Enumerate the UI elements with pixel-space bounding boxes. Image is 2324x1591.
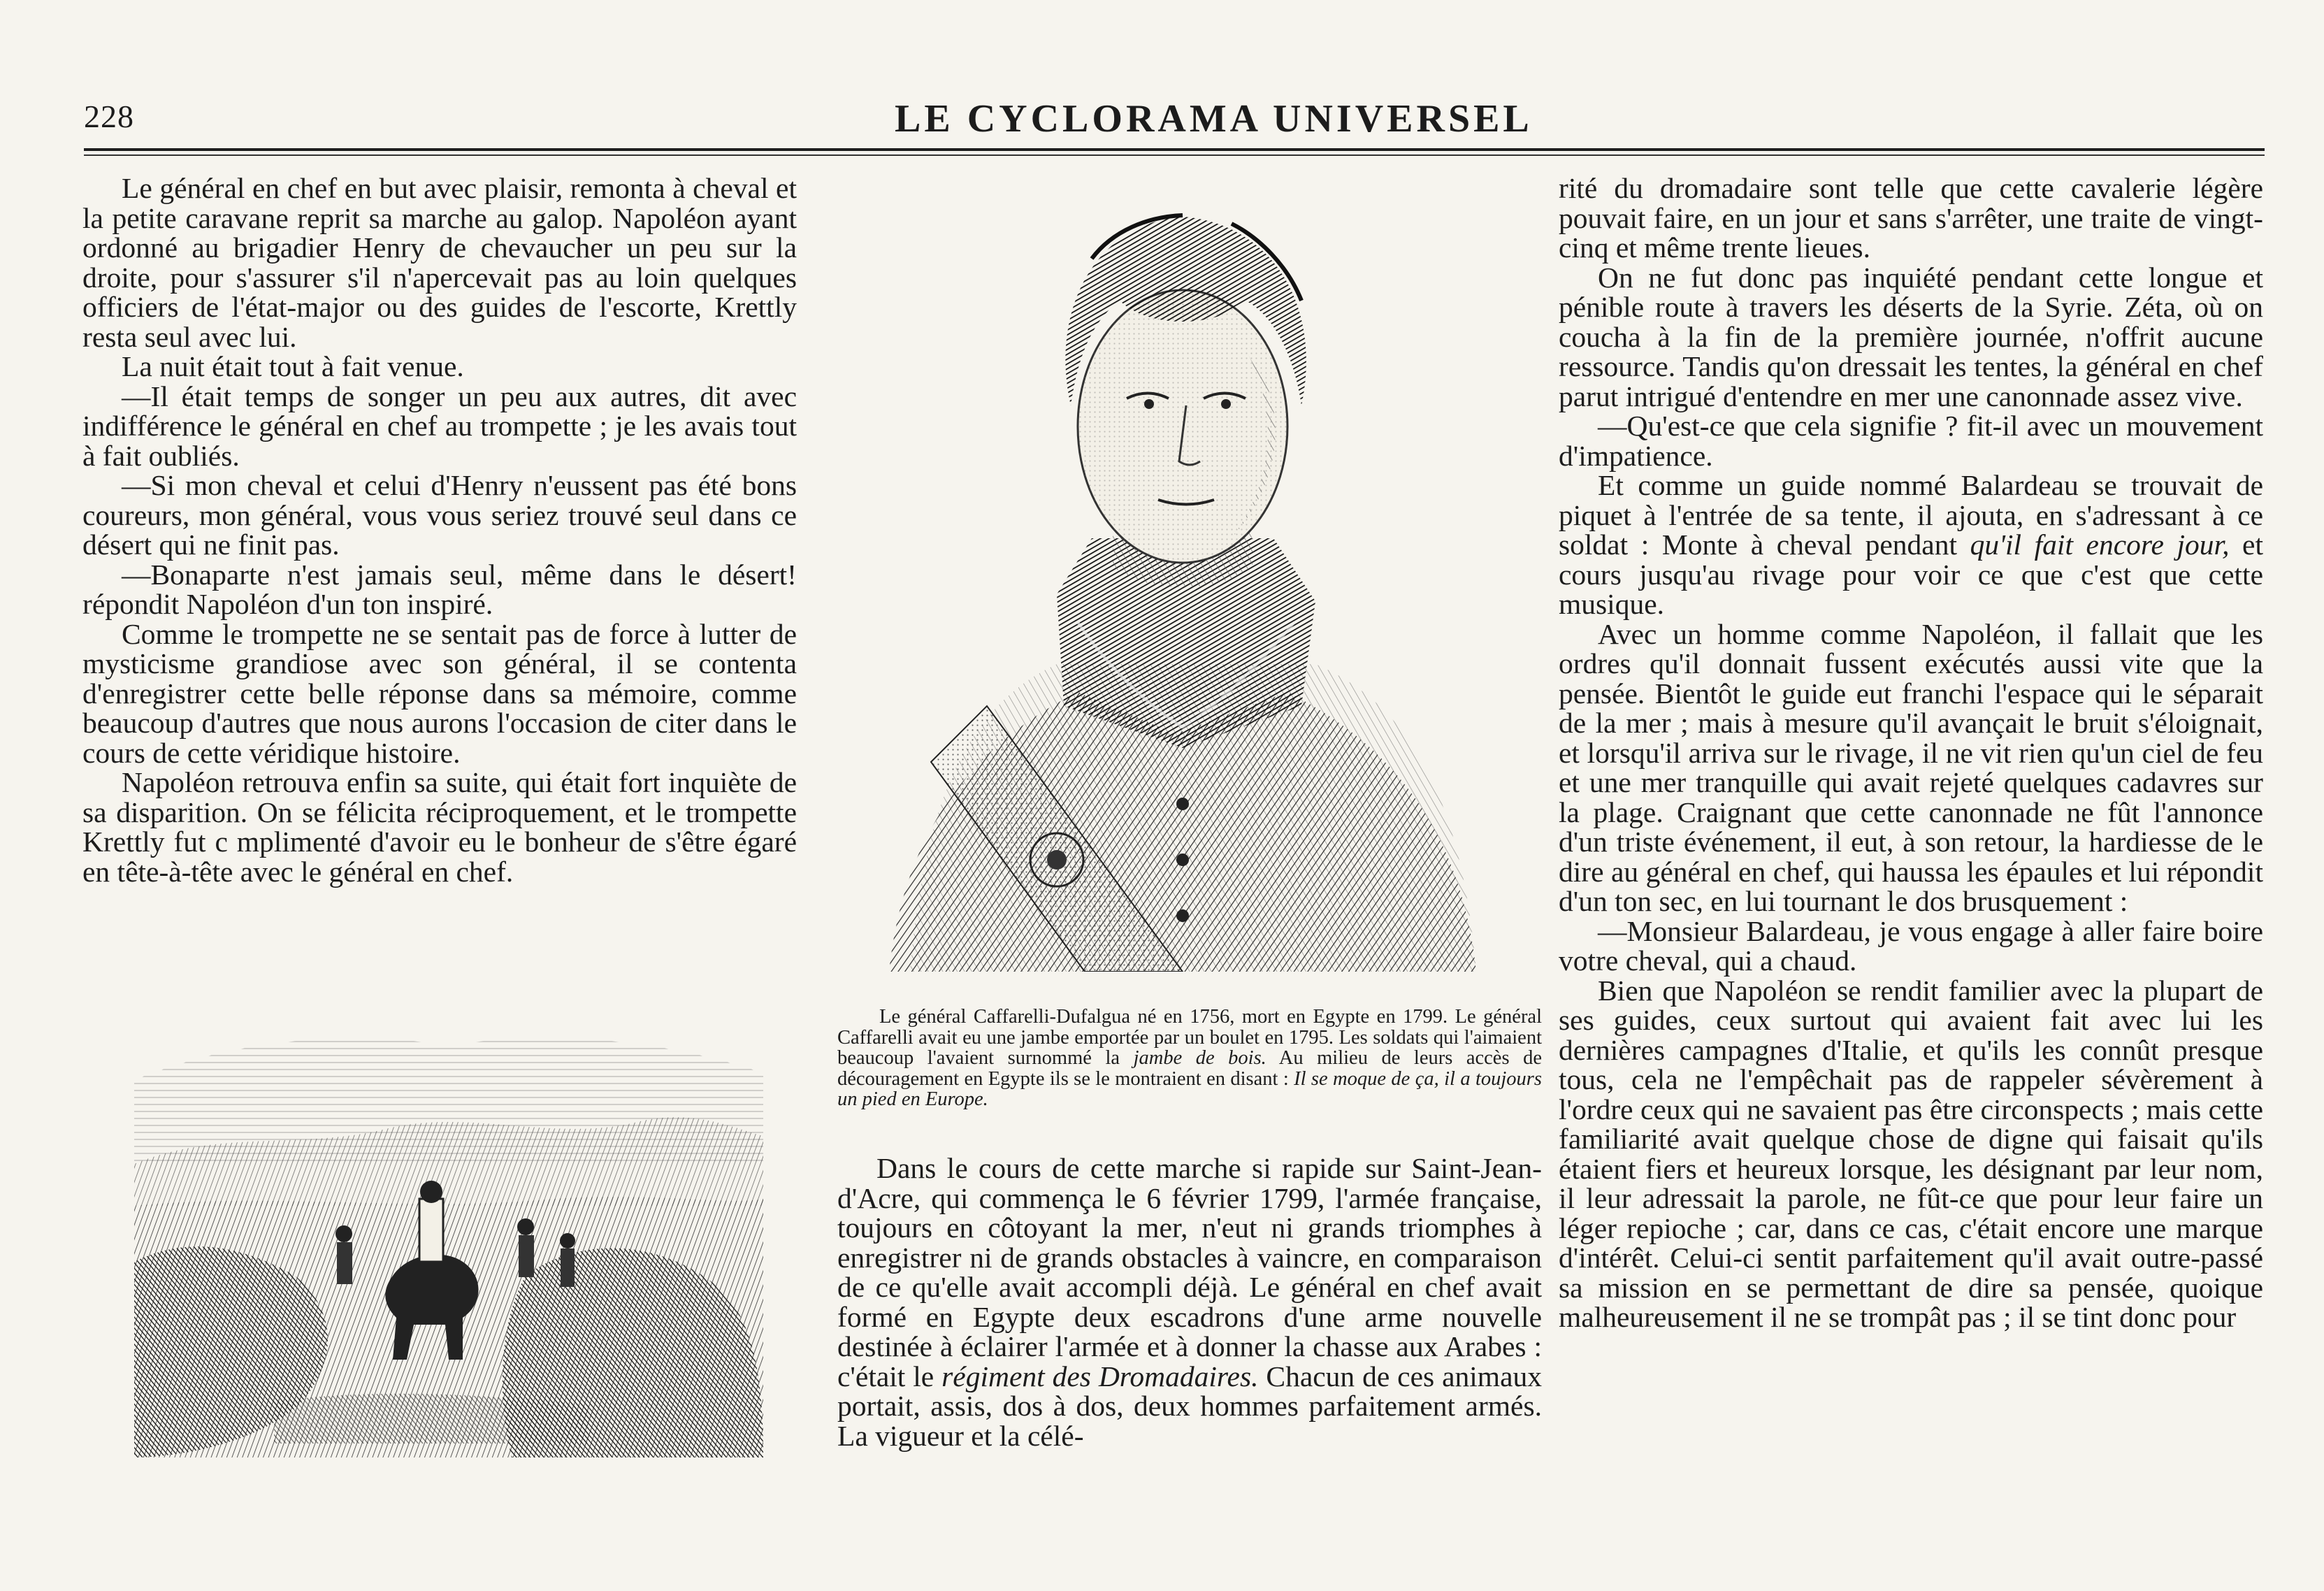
paragraph-text: Dans le cours de cette marche si rapide sur Saint-Jean-d'Acre, qui commença le 6 février 1799, l'armée française, toujours en côtoyant la mer, n'eut ni grands triomphes à enregistrer ni de grands obstacles à vaincre, en comparaison de ce qu'elle avait accompli déjà. Le général en chef avait formé en Egypte deux escadrons d'une arme nouvelle destinée à éclairer l'armée et à donner la chasse aux Arabes : c'était le bbox=[837, 1152, 1542, 1392]
page-number: 228 bbox=[84, 99, 134, 134]
battle-engraving bbox=[134, 1024, 763, 1457]
paragraph: —Bonaparte n'est jamais seul, même dans le désert! répondit Napoléon d'un ton inspiré. bbox=[82, 558, 797, 620]
paragraph: Le général en chef en but avec plaisir, remonta à cheval et la petite caravane reprit sa marche au galop. Napoléon ayant ordonné au brigadier Henry de chevaucher un peu sur la droite, pour s'assurer s'il n'apercevait pas au loin quelques officiers de l'état-major ou des guides de l'escorte, Krettly resta seul avec lui. bbox=[82, 172, 797, 353]
caption-text: Au milieu de leurs accès de découragement en Egypte ils se le montraient en disant : bbox=[837, 1047, 1542, 1090]
paragraph: On ne fut donc pas inquiété pendant cette longue et pénible route à travers les déserts de la Syrie. Zéta, où on coucha à la fin de la première journée, n'offrit aucune ressource. Tandis qu'on dressait les tentes, la général en chef parut intrigué d'entendre en mer une canonnade assez vive. bbox=[1559, 261, 2263, 412]
paragraph: —Il était temps de songer un peu aux autres, dit avec indifférence le général en chef au trompette ; je les avais tout à fait oubliés. bbox=[82, 380, 797, 472]
paragraph: Napoléon retrouva enfin sa suite, qui était fort inquiète de sa disparition. On se félicita réciproquement, et le trompette Krettly fut c mplimenté d'avoir eu le bonheur de s'être égaré en tête-à-tête avec le général en chef. bbox=[82, 766, 797, 888]
portrait-engraving bbox=[882, 175, 1483, 972]
left-column bbox=[82, 173, 797, 886]
portrait-caption bbox=[837, 1007, 1542, 1110]
paragraph-text: Et comme un guide nommé Balardeau se trouvait de piquet à l'entrée de sa tente, il ajouta, en s'adressant à ce soldat : Monte à cheval pendant bbox=[1559, 469, 2263, 561]
paragraph-text: Chacun de ces animaux portait, assis, dos à dos, deux hommes parfaitement armés. La vigueur et la célé- bbox=[837, 1360, 1542, 1452]
paragraph bbox=[1559, 470, 2263, 619]
paragraph: —Si mon cheval et celui d'Henry n'eussent pas été bons coureurs, mon général, vous vous seriez trouvé seul dans ce désert qui ne finit pas. bbox=[82, 469, 797, 561]
paragraph: —Qu'est-ce que cela signifie ? fit-il avec un mouvement d'impatience. bbox=[1559, 410, 2263, 472]
middle-column bbox=[837, 1153, 1542, 1450]
header-rule-thick bbox=[84, 148, 2265, 151]
header-rule-thin bbox=[84, 154, 2265, 156]
paragraph: Bien que Napoléon se rendit familier avec la plupart de ses guides, ceux surtout qui avaient fait avec lui les dernières campagnes d'Italie, et qu'ils les connût presque tous, cela ne l'empêchait pas de rappeler sévèrement à l'ordre ceux qui ne savaient pas être circonspects ; mais cette familiarité avait quelque chose de digne qui faisait qu'ils étaient fiers et heureux lorsque, les désignant par leur nom, il leur adressait la parole, ne fût-ce que pour leur faire un léger repioche ; car, dans ce cas, c'était encore une marque d'intérêt. Celui-ci sentit parfaitement qu'il avait outre-passé sa mission en se permettant de dire sa pensée, quoique malheureusement il ne se trompât pas ; il se tint donc pour bbox=[1559, 974, 2263, 1333]
caption-italic: Il se moque de ça, il a toujours un pied en Europe. bbox=[837, 1067, 1542, 1110]
paragraph-italic: régiment des Dromadaires. bbox=[941, 1360, 1259, 1392]
paragraph-text: et cours jusqu'au rivage pour voir ce que c'est que cette musique. bbox=[1559, 528, 2264, 620]
caption-text: Le général Caffarelli-Dufalgua né en 1756, mort en Egypte en 1799. Le général Caffarelli avait eu une jambe emportée par un boulet en 1795. Les soldats qui l'aimaient beaucoup l'avaient surnommé la bbox=[837, 1006, 1542, 1069]
paragraph-italic: qu'il fait encore jour, bbox=[1970, 528, 2230, 561]
paragraph: rité du dromadaire sont telle que cette cavalerie légère pouvait faire, en un jour et sans s'arrêter, une traite de vingt-cinq et même trente lieues. bbox=[1559, 172, 2263, 264]
paragraph: Avec un homme comme Napoléon, il fallait que les ordres qu'il donnait fussent exécutés aussi vite que la pensée. Bientôt le guide eut franchi l'espace qui le séparait de la mer ; mais à mesure qu'il avançait le bruit s'éloignait, et lorsqu'il arriva sur le rivage, il ne vit rien qu'un ciel de feu et une mer tranquille qui avait rejeté quelques cadavres sur la plage. Craignant que cette canonnade ne fût l'annonce d'un triste événement, il eut, à son retour, la hardiesse de le dire au général en chef, qui haussa les épaules et lui répondit d'un ton sec, en lui tournant le dos brusquement : bbox=[1559, 617, 2263, 917]
paragraph: —Monsieur Balardeau, je vous engage à aller faire boire votre cheval, qui a chaud. bbox=[1559, 914, 2263, 977]
journal-title: LE CYCLORAMA UNIVERSEL bbox=[895, 97, 1533, 141]
paragraph bbox=[837, 1153, 1542, 1450]
right-column bbox=[1559, 173, 2263, 1332]
paragraph: La nuit était tout à fait venue. bbox=[122, 350, 464, 382]
paragraph: Comme le trompette ne se sentait pas de force à lutter de mysticisme grandiose avec son général, il se contenta d'enregistrer cette belle réponse dans sa mémoire, comme beaucoup d'autres que nous aurons l'occasion de citer dans le cours de cette véridique histoire. bbox=[82, 617, 797, 769]
caption-italic: jambe de bois. bbox=[1133, 1047, 1266, 1069]
